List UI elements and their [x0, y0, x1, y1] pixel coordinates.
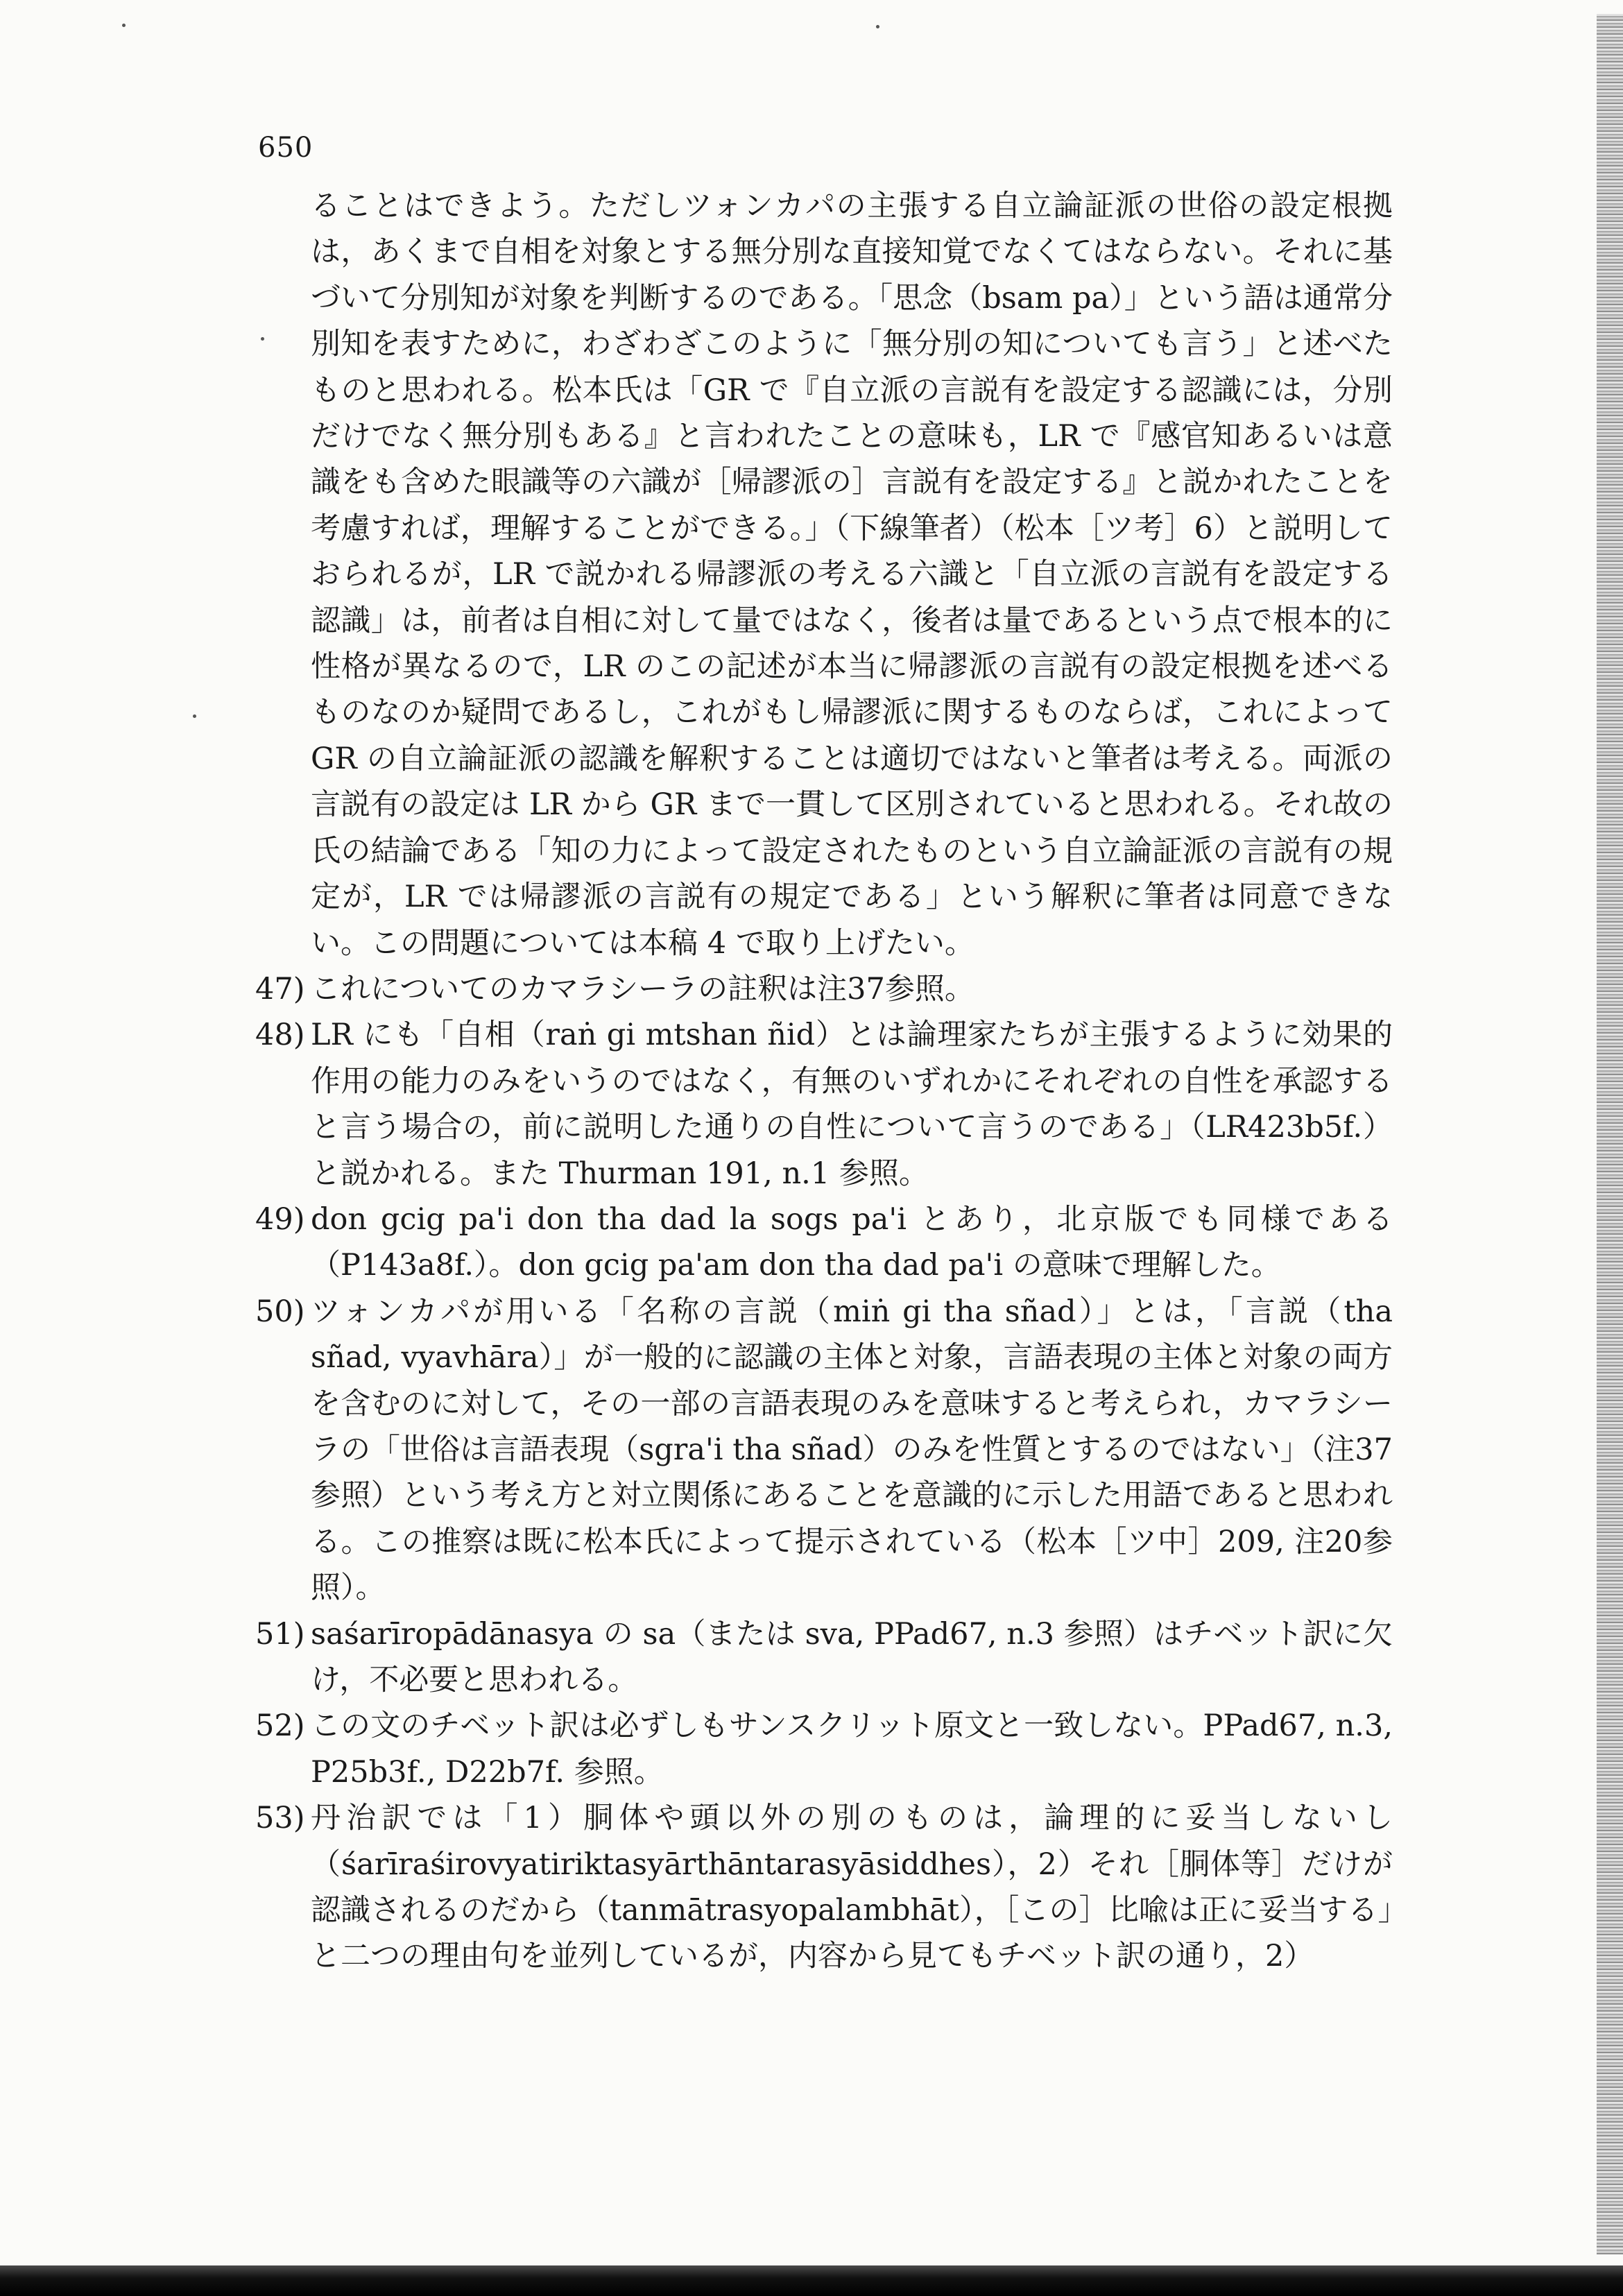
footnote-49 [255, 1197, 1393, 1289]
scan-speck [122, 24, 126, 27]
footnotes-body [255, 183, 1393, 1980]
footnote-text: saśarīropādānasya の sa（または sva, PPad67, n.3 参照）はチベット訳に欠け，不必要と思われる。 [311, 1616, 1393, 1697]
footnote-number: 51) [255, 1616, 305, 1652]
footnote-text: 丹治訳では「1）胴体や頭以外の別のものは，論理的に妥当しないし（śarīraśirovyatiriktasyārthāntarasyāsiddhes），2）それ［胴体等］だけが認識されるのだから（tanmātrasyopalambhāt），［この］比喩は正に妥当する」と二つの理由句を並列しているが，内容から見てもチベット訳の通り，2） [311, 1801, 1393, 1974]
footnote-text: don gcig pa'i don tha dad la sogs pa'i とあり，北京版でも同様である（P143a8f.）。don gcig pa'am don tha dad pa'i の意味で理解した。 [311, 1201, 1393, 1283]
footnote-text: LR にも「自相（raṅ gi mtshan ñid）とは論理家たちが主張するように効果的作用の能力のみをいうのではなく，有無のいずれかにそれぞれの自性を承認すると言う場合の，前に説明した通りの自性について言うのである」（LR423b5f.）と説かれる。また Thurman 191, n.1 参照。 [311, 1018, 1393, 1191]
scan-speck [193, 714, 196, 718]
scan-edge-right [1597, 14, 1623, 2254]
scan-speck [261, 337, 264, 341]
footnote-48 [255, 1012, 1393, 1197]
footnote-number: 52) [255, 1708, 305, 1744]
footnote-text: ツォンカパが用いる「名称の言説（miṅ gi tha sñad）」とは，「言説（tha sñad, vyavhāra）」が一般的に認識の主体と対象，言語表現の主体と対象の両方を含むのに対して，その一部の言語表現のみを意味すると考えられ，カマラシーラの「世俗は言語表現（sgra'i tha sñad）のみを性質とするのではない」（注37参照）という考え方と対立関係にあることを意識的に示した用語であると思われる。この推察は既に松本氏によって提示されている（松本［ツ中］209, 注20参照）。 [311, 1294, 1393, 1606]
footnote-50 [255, 1289, 1393, 1611]
footnote-53 [255, 1795, 1393, 1980]
footnote-text: この文のチベット訳は必ずしもサンスクリット原文と一致しない。PPad67, n.3, P25b3f., D22b7f. 参照。 [311, 1708, 1393, 1790]
footnote-47 [255, 966, 1393, 1012]
footnote-number: 49) [255, 1201, 305, 1237]
continued-footnote-text: ることはできよう。ただしツォンカパの主張する自立論証派の世俗の設定根拠は，あくまで自相を対象とする無分別な直接知覚でなくてはならない。それに基づいて分別知が対象を判断するのである。「思念（bsam pa）」という語は通常分別知を表すために，わざわざこのように「無分別の知についても言う」と述べたものと思われる。松本氏は「GR で『自立派の言説有を設定する認識には，分別だけでなく無分別もある』と言われたことの意味も，LR で『感官知あるいは意識をも含めた眼識等の六識が［帰謬派の］言説有を設定する』と説かれたことを考慮すれば，理解することができる。」（下線筆者）（松本［ツ考］6）と説明しておられるが，LR で説かれる帰謬派の考える六識と「自立派の言説有を設定する認識」は，前者は自相に対して量ではなく，後者は量であるという点で根本的に性格が異なるので，LR のこの記述が本当に帰謬派の言説有の設定根拠を述べるものなのか疑問であるし，これがもし帰謬派に関するものならば，これによって GR の自立論証派の認識を解釈することは適切ではないと筆者は考える。両派の言説有の設定は LR から GR まで一貫して区別されていると思われる。それ故の氏の結論である「知の力によって設定されたものという自立論証派の言説有の規定が，LR では帰謬派の言説有の規定である」という解釈に筆者は同意できない。この問題については本稿 4 で取り上げたい。 [311, 189, 1393, 961]
footnote-52 [255, 1703, 1393, 1795]
footnote-51 [255, 1611, 1393, 1704]
footnote-number: 47) [255, 971, 305, 1006]
footnote-number: 48) [255, 1018, 305, 1053]
footnote-text: これについてのカマラシーラの註釈は注37参照。 [311, 971, 974, 1006]
footnote-number: 53) [255, 1801, 305, 1836]
footnote-number: 50) [255, 1294, 305, 1329]
page-number: 650 [258, 132, 314, 164]
scan-speck [876, 25, 879, 28]
scan-edge-bottom [0, 2265, 1623, 2296]
